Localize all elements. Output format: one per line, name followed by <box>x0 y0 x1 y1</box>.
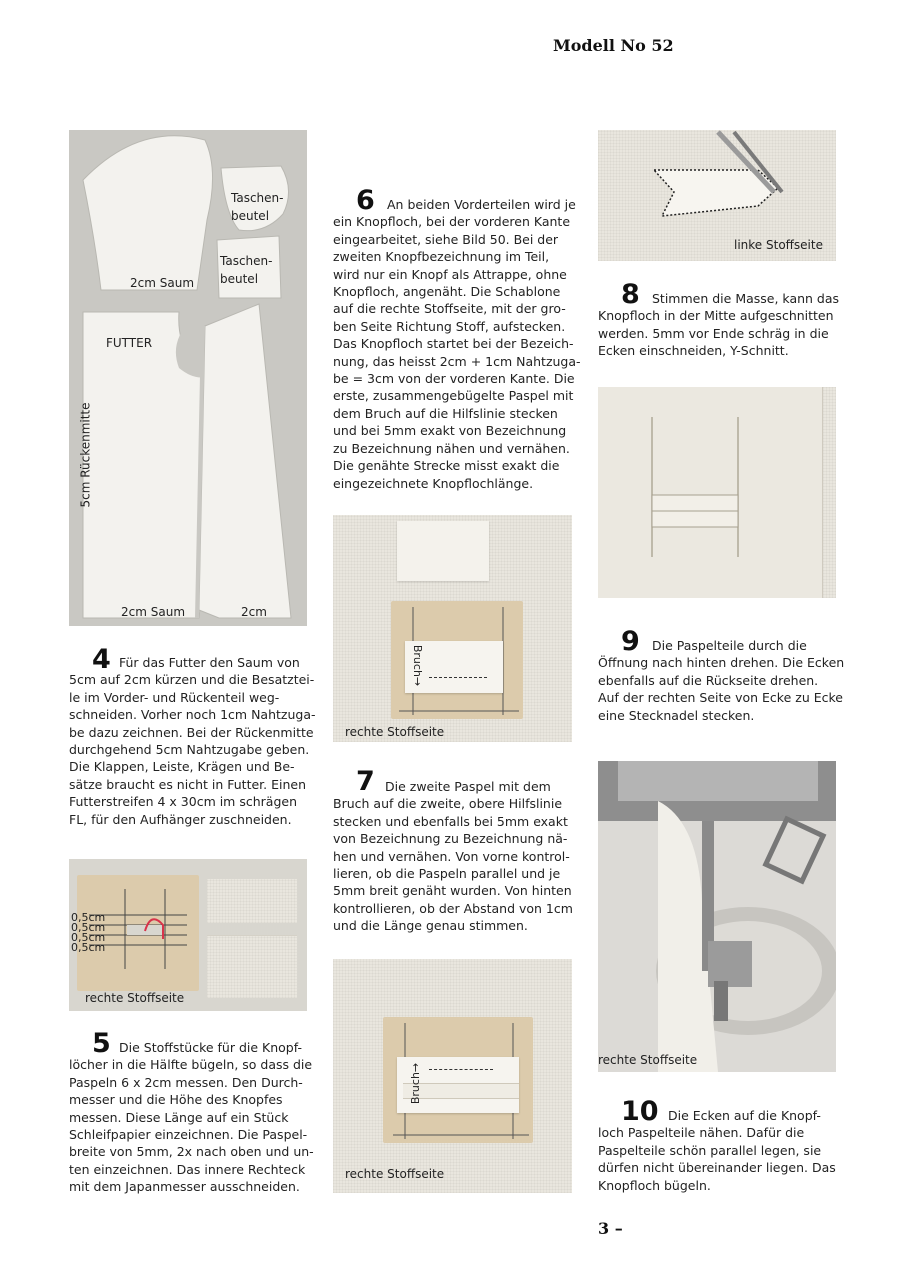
label-line: Taschen- <box>220 254 273 268</box>
photo-step-5 <box>69 859 307 1011</box>
step-10-line: Die Ecken auf die Knopf- <box>668 1108 821 1123</box>
step-6-line: erste, zusammengebügelte Paspel mit <box>333 388 574 404</box>
label-taschenbeutel-2 <box>220 252 272 288</box>
step-6-line: be = 3cm von der vorderen Kante. Die <box>333 371 575 387</box>
photo-caption: rechte Stoffseite <box>345 725 445 739</box>
step-9-line: Auf der rechten Seite von Ecke zu Ecke <box>598 690 843 706</box>
step-10-line: Knopfloch bügeln. <box>598 1177 711 1193</box>
step-4-text <box>69 654 316 828</box>
step-8-number: 8 <box>621 279 640 310</box>
step-5-line: Paspeln 6 x 2cm messen. Den Durch- <box>69 1074 303 1090</box>
step-7-line: 5mm breit genäht wurden. Von hinten <box>333 883 572 899</box>
photo-step-8 <box>598 130 836 261</box>
step-6-line: auf die rechte Stoffseite, mit der gro- <box>333 301 566 317</box>
step-8-line: Ecken einschneiden, Y-Schnitt. <box>598 343 789 359</box>
step-7-line: Bruch auf die zweite, obere Hilfslinie <box>333 796 563 812</box>
step-10-text <box>598 1107 838 1194</box>
step-4-line: Für das Futter den Saum von <box>119 655 300 670</box>
step-5-line: messen. Diese Länge auf ein Stück <box>69 1109 289 1125</box>
step-6-line: eingearbeitet, siehe Bild 50. Bei der <box>333 231 559 247</box>
step-5-line: löcher in die Hälfte bügeln, so dass die <box>69 1057 313 1073</box>
step-8-line: Knopfloch in der Mitte aufgeschnitten <box>598 308 834 324</box>
label-line: beutel <box>231 209 270 223</box>
fabric-strip-1 <box>207 879 297 923</box>
step-7-number: 7 <box>356 766 375 797</box>
photo-step-9 <box>598 387 836 598</box>
step-6-line: zweiten Knopfbezeichnung im Teil, <box>333 249 550 265</box>
step-7-line: kontrollieren, ob der Abstand von 1cm <box>333 900 573 916</box>
step-6-number: 6 <box>356 185 375 216</box>
step-7-line: Die zweite Paspel mit dem <box>385 779 551 794</box>
step-6-line: eingezeichnete Knopflochlänge. <box>333 475 534 491</box>
template-lines <box>333 515 572 742</box>
fabric-strip-2 <box>207 935 297 998</box>
step-6-line: Das Knopfloch startet bei der Bezeich- <box>333 336 574 352</box>
step-4-line: durchgehend 5cm Nahtzugabe geben. <box>69 742 310 758</box>
step-8-line: werden. 5mm vor Ende schräg in die <box>598 325 829 341</box>
step-9-number: 9 <box>621 626 640 657</box>
step-9-line: ebenfalls auf die Rückseite drehen. <box>598 672 819 688</box>
label-line: beutel <box>220 272 259 286</box>
step-6-text <box>333 196 581 492</box>
step-6-line: An beiden Vorderteilen wird je <box>387 197 576 212</box>
page-title: Modell No 52 <box>553 36 674 55</box>
photo-step-7 <box>333 959 572 1193</box>
step-9-line: Die Paspelteile durch die <box>652 638 807 653</box>
step-6-line: und bei 5mm exakt von Bezeichnung <box>333 423 567 439</box>
step-6-line: ben Seite Richtung Stoff, aufstecken. <box>333 318 566 334</box>
step-5-number: 5 <box>92 1028 111 1059</box>
step-6-line: Die genähte Strecke misst exakt die <box>333 458 560 474</box>
step-5-text <box>69 1039 314 1196</box>
paspel-opening <box>598 387 836 598</box>
measure-label: 0,5cm <box>71 941 106 954</box>
step-9-line: Öffnung nach hinten drehen. Die Ecken <box>598 655 845 671</box>
photo-caption: rechte Stoffseite <box>85 991 185 1005</box>
step-5-line: Die Stoffstücke für die Knopf- <box>119 1040 302 1055</box>
step-5-line: mit dem Japanmesser ausschneiden. <box>69 1179 300 1195</box>
step-10-line: Paspelteile schön parallel legen, sie <box>598 1142 822 1158</box>
step-5-line: breite von 5mm, 2x nach oben und un- <box>69 1144 314 1160</box>
stitch-line <box>429 1069 493 1070</box>
bruch-label: Bruch→ <box>409 1062 423 1105</box>
step-5-line: messer und die Höhe des Knopfes <box>69 1092 283 1108</box>
step-4-number: 4 <box>92 644 111 675</box>
step-5-line: Schleifpapier einzeichnen. Die Paspel- <box>69 1127 308 1143</box>
step-4-line: 5cm auf 2cm kürzen und die Besatztei- <box>69 672 315 688</box>
step-6-line: nung, das heisst 2cm + 1cm Nahtzuga- <box>333 353 581 369</box>
step-10-line: loch Paspelteile nähen. Dafür die <box>598 1125 805 1141</box>
step-4-line: Die Klappen, Leiste, Krägen und Be- <box>69 759 295 775</box>
step-5-line: ten einzeichnen. Das innere Rechteck <box>69 1161 306 1177</box>
step-10-number: 10 <box>621 1096 659 1127</box>
label-saum-bottom: 2cm Saum <box>121 605 186 619</box>
step-7-line: von Bezeichnung zu Bezeichnung nä- <box>333 831 568 847</box>
step-6-line: zu Bezeichnung nähen und vernähen. <box>333 440 570 456</box>
measure-label: 0,5cm <box>71 911 106 924</box>
label-2cm: 2cm <box>241 605 267 619</box>
step-7-line: und die Länge genau stimmen. <box>333 918 528 934</box>
step-6-line: dem Bruch auf die Hilfslinie stecken <box>333 405 558 421</box>
step-9-text <box>598 637 845 724</box>
step-6-line: wird nur ein Knopf als Attrappe, ohne <box>333 266 567 282</box>
step-4-line: sätze braucht es nicht in Futter. Einen <box>69 776 306 792</box>
label-taschenbeutel-1 <box>231 189 283 225</box>
photo-step-6 <box>333 515 572 742</box>
stitch-line <box>429 677 487 678</box>
bruch-label: Bruch→ <box>411 644 425 687</box>
step-8-line: Stimmen die Masse, kann das <box>652 291 840 306</box>
step-4-line: be dazu zeichnen. Bei der Rückenmitte <box>69 724 314 740</box>
photo-caption: linke Stoffseite <box>734 238 823 252</box>
step-6-line: ein Knopfloch, bei der vorderen Kante <box>333 214 571 230</box>
label-line: Taschen- <box>231 191 284 205</box>
measure-label: 0,5cm <box>71 921 106 934</box>
step-4-line: schneiden. Vorher noch 1cm Nahtzuga- <box>69 707 316 723</box>
step-7-line: hen und vernähen. Von vorne kontrol- <box>333 848 570 864</box>
step-4-line: le im Vorder- und Rückenteil weg- <box>69 689 280 705</box>
step-10-line: dürfen nicht übereinander liegen. Das <box>598 1160 836 1176</box>
photo-caption: rechte Stoffseite <box>345 1167 445 1181</box>
measure-label: 0,5cm <box>71 931 106 944</box>
step-4-line: Futterstreifen 4 x 30cm im schrägen <box>69 794 297 810</box>
photo-step-10 <box>598 761 836 1072</box>
step-6-line: Knopfloch, angenäht. Die Schablone <box>333 284 561 300</box>
step-7-line: lieren, ob die Paspeln parallel und je <box>333 866 561 882</box>
label-rueckenmitte: 5cm Rückenmitte <box>78 402 93 508</box>
photo-pattern-pieces <box>69 130 307 626</box>
step-4-line: FL, für den Aufhänger zuschneiden. <box>69 811 292 827</box>
step-7-line: stecken und ebenfalls bei 5mm exakt <box>333 813 568 829</box>
sewing-machine-illustration <box>598 761 836 1072</box>
page-number: 3 – <box>598 1219 623 1238</box>
photo-caption: rechte Stoffseite <box>598 1053 698 1067</box>
label-futter: FUTTER <box>106 336 153 350</box>
step-7-text <box>333 778 573 935</box>
step-8-text <box>598 290 838 360</box>
label-saum-top: 2cm Saum <box>130 276 195 290</box>
step-9-line: eine Stecknadel stecken. <box>598 707 755 723</box>
